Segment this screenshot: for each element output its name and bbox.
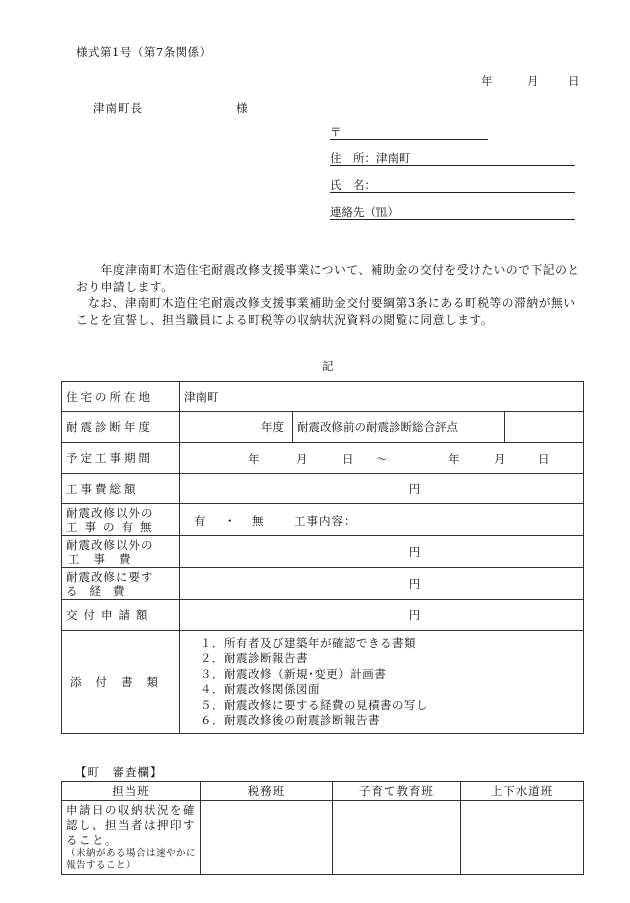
attachment-item: ５．耐震改修に要する経費の見積書の写し (200, 697, 428, 712)
contact-label: 連絡先（℡） (330, 205, 399, 219)
contact-field[interactable] (330, 204, 575, 220)
option-no[interactable]: 無 (252, 514, 264, 528)
review-note: （未納がある場合は速やかに報告すること） (66, 848, 197, 871)
row-total-cost (62, 474, 584, 504)
period-end-month: 月 (494, 452, 506, 466)
total-cost-label: 工事費総額 (62, 474, 180, 504)
diagnosis-year-unit: 年度 (261, 420, 284, 434)
diagnosis-year-label: 耐震診断年度 (62, 412, 180, 443)
body-paragraph-2: なお、津南町木造住宅耐震改修支援事業補助金交付要綱第3条にある町税等の滞納が無いことを宣誓し、担当職員による町税等の収納状況資料の閲覧に同意します。 (76, 296, 576, 327)
retrofit-cost-label: 耐震改修に要す る経費 (62, 568, 180, 600)
period-end-day: 日 (538, 452, 550, 466)
period-label: 予定工事期間 (62, 443, 180, 474)
review-table (61, 781, 584, 875)
row-other-cost (62, 536, 584, 568)
grant-yen: 円 (408, 608, 421, 622)
location-label: 住宅の所在地 (62, 382, 180, 412)
attachment-item: ４．耐震改修関係図面 (200, 682, 320, 696)
period-start-year: 年 (248, 452, 260, 466)
other-work-label: 耐震改修以外の 工事の有無 (62, 504, 180, 536)
row-other-work (62, 504, 584, 536)
name-label: 氏 名： (330, 178, 376, 192)
period-start-month: 月 (296, 452, 308, 466)
other-cost-yen: 円 (408, 544, 421, 559)
diagnosis-year-field[interactable] (180, 412, 293, 443)
review-header-kosodate: 子育て教育班 (333, 782, 461, 801)
retrofit-cost-yen: 円 (408, 576, 421, 591)
attachment-item: ６．耐震改修後の耐震診断報告書 (200, 713, 380, 727)
attachments-label: 添付書類 (62, 631, 180, 734)
ki-heading: 記 (322, 359, 334, 373)
review-header-tanto: 担当班 (62, 782, 201, 801)
review-stamp-zeimu[interactable] (201, 801, 333, 875)
attachments-list (180, 631, 584, 734)
row-diagnosis-year (62, 412, 584, 443)
form-number: 様式第1号（第7条関係） (76, 45, 212, 59)
date-month: 月 (527, 74, 539, 88)
pre-score-field[interactable] (505, 412, 584, 443)
total-cost-field[interactable] (180, 474, 584, 504)
grant-label: 交付申請額 (62, 600, 180, 631)
body-paragraph-1: 年度津南町木造住宅耐震改修支援事業について、補助金の交付を受けたいので下記のとおり申請します。 (76, 263, 580, 294)
retrofit-cost-field[interactable] (180, 568, 584, 600)
review-instruction-cell (62, 801, 201, 875)
row-location (62, 382, 584, 412)
addressee-name: 津南町長 (93, 101, 143, 115)
work-content-label: 工事内容： (294, 514, 357, 528)
pre-score-label: 耐震改修前の耐震診断総合評点 (293, 412, 505, 443)
option-separator: ・ (224, 514, 236, 528)
grant-field[interactable] (180, 600, 584, 631)
date-year: 年 (481, 74, 493, 88)
address-value: 津南町 (376, 151, 411, 165)
attachment-item: １．所有者及び建築年が確認できる書類 (200, 635, 416, 650)
review-header-suido: 上下水道班 (461, 782, 584, 801)
option-yes[interactable]: 有 (194, 514, 206, 528)
date-day: 日 (568, 74, 580, 88)
review-body-row (62, 801, 584, 875)
postal-field[interactable] (330, 124, 488, 140)
attachment-item: ２．耐震診断報告書 (200, 651, 308, 665)
review-title: 【町 審査欄】 (75, 765, 163, 779)
other-cost-label: 耐震改修以外の 工事費 (62, 536, 180, 568)
total-cost-yen: 円 (408, 481, 421, 496)
application-table (61, 381, 584, 734)
row-attachments (62, 631, 584, 734)
review-stamp-suido[interactable] (461, 801, 584, 875)
period-field[interactable] (180, 443, 584, 474)
address-field[interactable] (330, 150, 575, 166)
other-cost-field[interactable] (180, 536, 584, 568)
other-work-field[interactable] (180, 504, 584, 536)
review-stamp-kosodate[interactable] (333, 801, 461, 875)
review-instruction: 申請日の収納状況を確認し、担当者は押印すること。 (66, 803, 196, 847)
postal-mark: 〒 (330, 125, 342, 139)
review-header-zeimu: 税務班 (201, 782, 333, 801)
period-start-day: 日 (342, 452, 354, 466)
row-retrofit-cost (62, 568, 584, 600)
row-period (62, 443, 584, 474)
address-label: 住 所： (330, 151, 376, 165)
review-header-row (62, 782, 584, 801)
period-end-year: 年 (448, 452, 460, 466)
row-grant (62, 600, 584, 631)
addressee-honorific: 様 (236, 101, 248, 115)
period-tilde: ～ (376, 452, 388, 466)
name-field[interactable] (330, 177, 575, 193)
location-value[interactable]: 津南町 (180, 382, 584, 412)
attachment-item: ３．耐震改修（新規･変更）計画書 (200, 666, 387, 681)
